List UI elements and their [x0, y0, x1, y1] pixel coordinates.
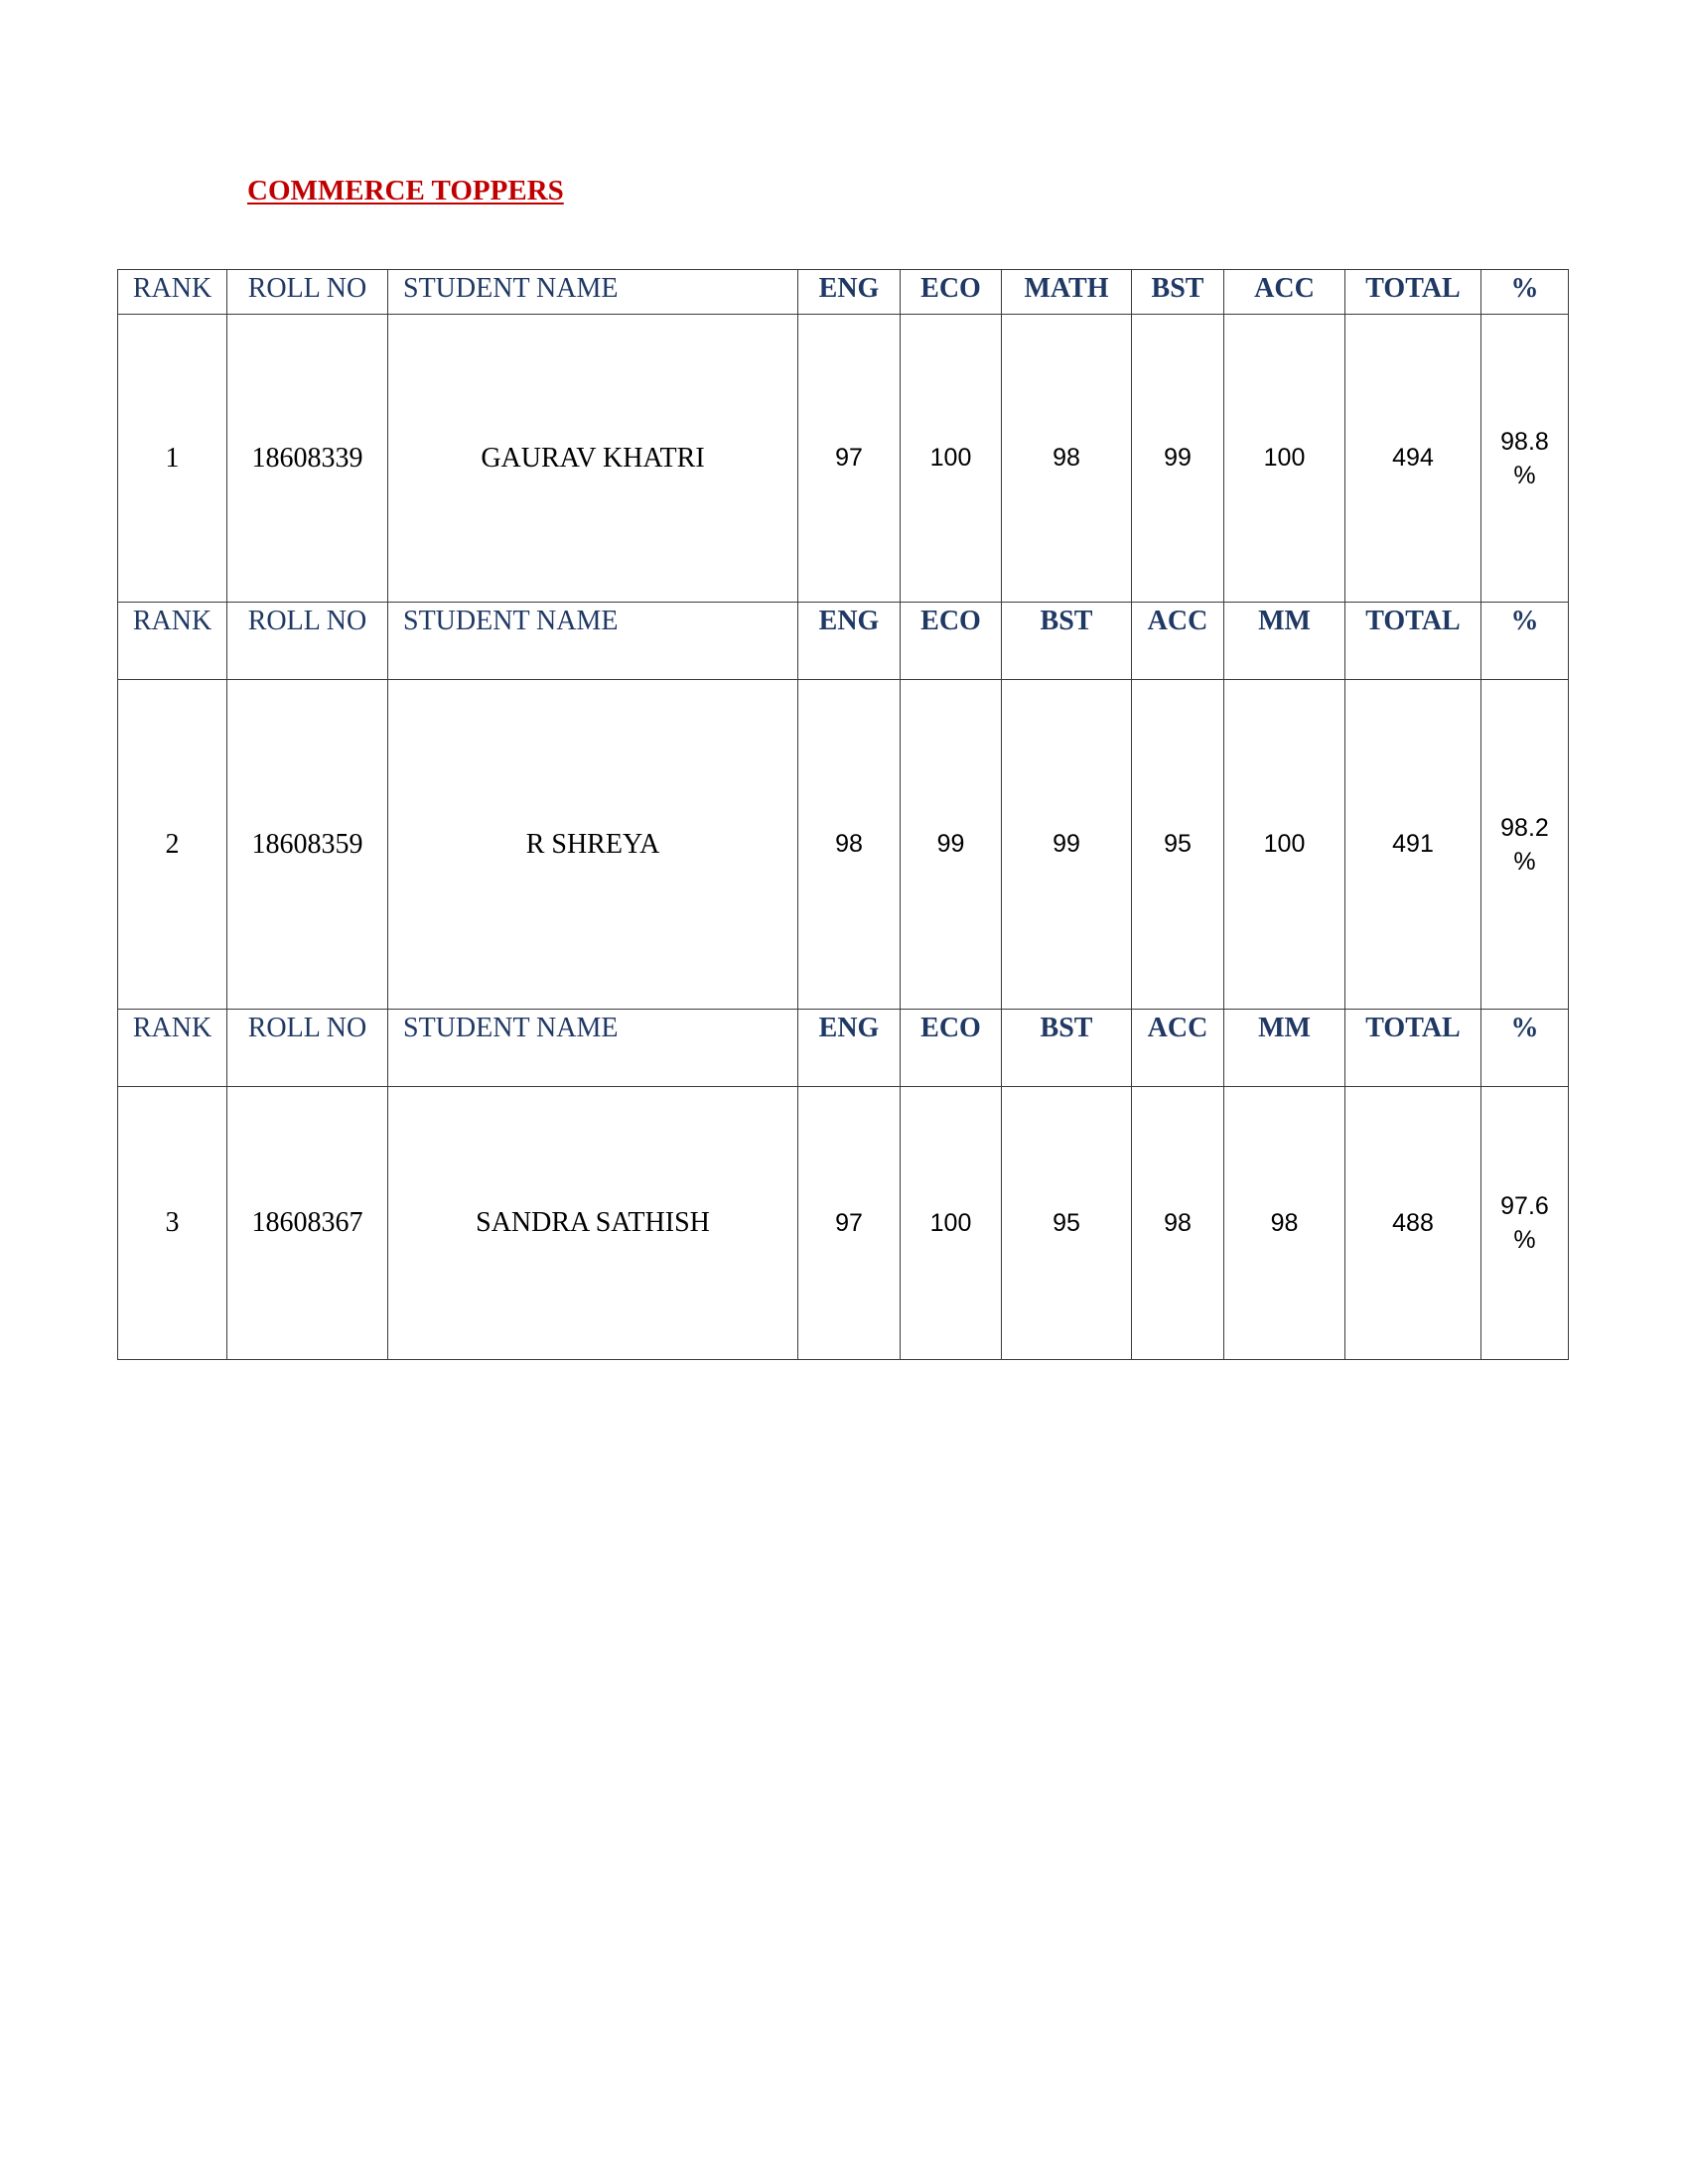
- table-row: [118, 315, 1569, 603]
- percent-sign: %: [1513, 847, 1536, 876]
- header-subject: BST: [1132, 270, 1224, 315]
- mark-cell: 100: [1224, 315, 1345, 603]
- table-header-row: [118, 603, 1569, 680]
- mark-cell: 99: [901, 680, 1002, 1010]
- mark-cell: 100: [901, 315, 1002, 603]
- percent-cell: [1481, 680, 1569, 1010]
- mark-cell: 98: [798, 680, 901, 1010]
- mark-cell: 100: [901, 1087, 1002, 1360]
- header-subject: MM: [1224, 1010, 1345, 1087]
- header-subject: ECO: [901, 270, 1002, 315]
- table-row: [118, 680, 1569, 1010]
- table-header-row: [118, 270, 1569, 315]
- percent-value: 98.8: [1500, 427, 1549, 456]
- mark-cell: 99: [1002, 680, 1132, 1010]
- percent-cell: [1481, 1087, 1569, 1360]
- mark-cell: 99: [1132, 315, 1224, 603]
- percent-value: 98.2: [1500, 813, 1549, 842]
- header-roll-no: ROLL NO: [227, 270, 388, 315]
- header-subject: ACC: [1224, 270, 1345, 315]
- roll-no-cell: 18608367: [227, 1087, 388, 1360]
- student-name-cell: GAURAV KHATRI: [388, 315, 798, 603]
- mark-cell: 95: [1132, 680, 1224, 1010]
- total-cell: 488: [1345, 1087, 1481, 1360]
- rank-cell: 1: [118, 315, 227, 603]
- roll-no-cell: 18608339: [227, 315, 388, 603]
- header-percent: %: [1481, 270, 1569, 315]
- mark-cell: 100: [1224, 680, 1345, 1010]
- header-subject: ECO: [901, 603, 1002, 680]
- header-rank: RANK: [118, 270, 227, 315]
- total-cell: 494: [1345, 315, 1481, 603]
- mark-cell: 98: [1132, 1087, 1224, 1360]
- header-subject: ENG: [798, 270, 901, 315]
- page-title: COMMERCE TOPPERS: [247, 175, 564, 206]
- header-percent: %: [1481, 1010, 1569, 1087]
- header-subject: ENG: [798, 603, 901, 680]
- roll-no-cell: 18608359: [227, 680, 388, 1010]
- header-roll-no: ROLL NO: [227, 603, 388, 680]
- header-roll-no: ROLL NO: [227, 1010, 388, 1087]
- header-rank: RANK: [118, 603, 227, 680]
- mark-cell: 97: [798, 1087, 901, 1360]
- mark-cell: 95: [1002, 1087, 1132, 1360]
- mark-cell: 97: [798, 315, 901, 603]
- percent-value: 97.6: [1500, 1192, 1549, 1220]
- header-student-name: STUDENT NAME: [388, 1010, 798, 1087]
- table-header-row: [118, 1010, 1569, 1087]
- toppers-table: [117, 269, 1569, 1360]
- header-subject: BST: [1002, 603, 1132, 680]
- mark-cell: 98: [1224, 1087, 1345, 1360]
- table-row: [118, 1087, 1569, 1360]
- percent-sign: %: [1513, 1226, 1536, 1254]
- header-total: TOTAL: [1345, 1010, 1481, 1087]
- header-subject: MM: [1224, 603, 1345, 680]
- student-name-cell: SANDRA SATHISH: [388, 1087, 798, 1360]
- percent-sign: %: [1513, 461, 1536, 489]
- header-percent: %: [1481, 603, 1569, 680]
- header-total: TOTAL: [1345, 270, 1481, 315]
- header-subject: BST: [1002, 1010, 1132, 1087]
- rank-cell: 3: [118, 1087, 227, 1360]
- student-name-cell: R SHREYA: [388, 680, 798, 1010]
- total-cell: 491: [1345, 680, 1481, 1010]
- header-subject: ACC: [1132, 1010, 1224, 1087]
- header-student-name: STUDENT NAME: [388, 270, 798, 315]
- header-subject: MATH: [1002, 270, 1132, 315]
- header-student-name: STUDENT NAME: [388, 603, 798, 680]
- percent-cell: [1481, 315, 1569, 603]
- header-subject: ENG: [798, 1010, 901, 1087]
- header-subject: ECO: [901, 1010, 1002, 1087]
- header-subject: ACC: [1132, 603, 1224, 680]
- header-total: TOTAL: [1345, 603, 1481, 680]
- mark-cell: 98: [1002, 315, 1132, 603]
- header-rank: RANK: [118, 1010, 227, 1087]
- rank-cell: 2: [118, 680, 227, 1010]
